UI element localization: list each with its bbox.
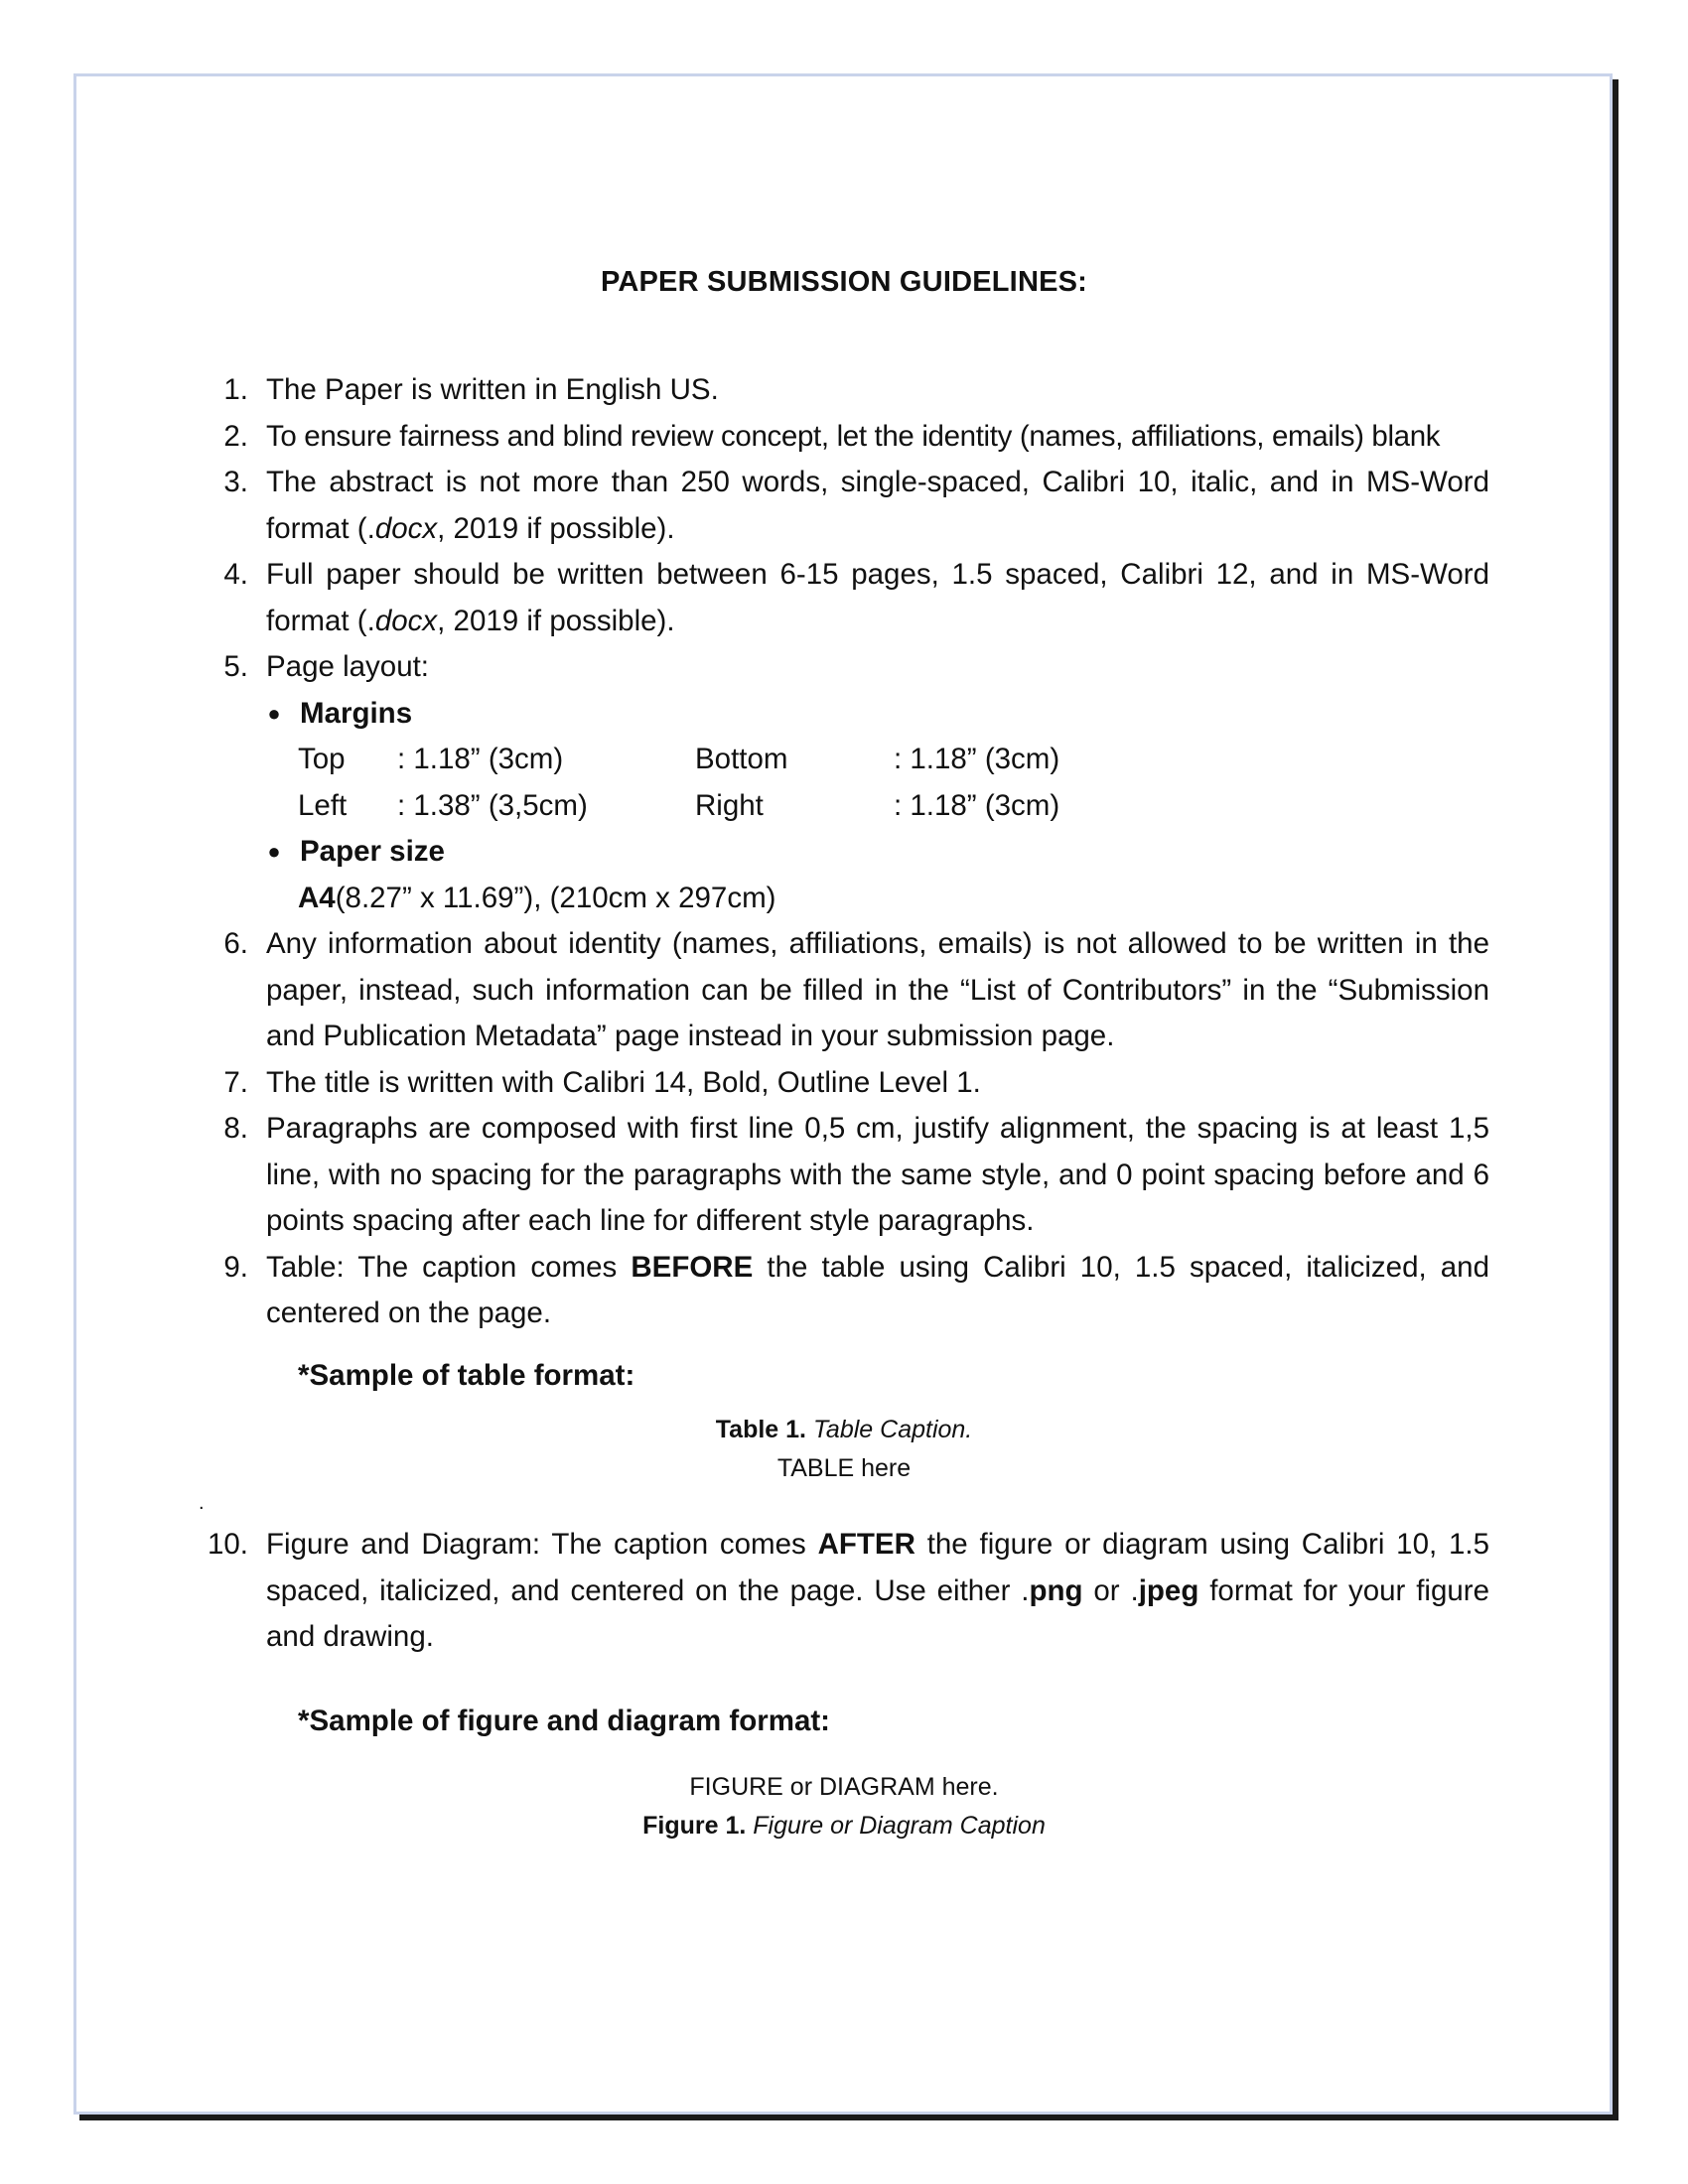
figure-caption-block [0, 1768, 1688, 1845]
bullet-icon: ● [267, 700, 281, 726]
item-text: Paragraphs are composed with first line 0,5 cm, justify alignment, the spacing is at least 1,5 line, with no spacing for the paragraphs with the same style, and 0 point spacing before and 6 points spacing after each line for different style paragraphs. [266, 1112, 1489, 1237]
figure-caption [0, 1807, 1688, 1845]
item-number: 5. [223, 650, 248, 683]
paper-size-label: Paper size [300, 835, 445, 868]
text-run: The abstract is not more than 250 words, single-spaced, Calibri 10, italic, and in MS-Word format (. [266, 466, 1489, 545]
text-run: Full paper should be written between 6-15 pages, 1.5 spaced, Calibri 12, and in MS-Word format (. [266, 558, 1489, 637]
caption-label: Figure 1. [642, 1812, 747, 1840]
list-item-9 [199, 1245, 1489, 1337]
list-item-3 [199, 460, 1489, 552]
a4-dimensions: (8.27” x 11.69”), (210cm x 297cm) [335, 881, 776, 914]
item-text [266, 460, 1489, 552]
right-value: : 1.18” (3cm) [894, 788, 1060, 822]
item-text [266, 1245, 1489, 1337]
bold-run: AFTER [817, 1528, 915, 1561]
bold-run: BEFORE [631, 1250, 754, 1284]
caption-text: Table Caption. [806, 1416, 973, 1443]
top-label: Top [298, 743, 346, 775]
text-run: , 2019 if possible). [437, 511, 675, 545]
a4-label: A4 [298, 881, 336, 914]
text-run: the table using Calibri 10, 1.5 spaced, italicized, and centered on the page. [266, 1250, 1489, 1329]
item-text: To ensure fairness and blind review concept, let the identity (names, affiliations, emails) blank [266, 419, 1441, 453]
bold-run: png [1029, 1573, 1083, 1607]
right-label: Right [695, 788, 764, 822]
text-run: Table: The caption comes [266, 1250, 632, 1284]
item-text: Any information about identity (names, affiliations, emails) is not allowed to be written in the paper, instead, such information can be filled in the “List of Contributors” in the “Submission and Publication Metadata” page instead in your submission page. [266, 927, 1489, 1052]
list-item-5 [199, 644, 1489, 691]
document-title: PAPER SUBMISSION GUIDELINES: [600, 266, 1088, 298]
margins-label: Margins [300, 696, 413, 730]
paper-size-value [298, 876, 1489, 922]
bottom-value: : 1.18” (3cm) [894, 743, 1060, 775]
table-caption-block [0, 1411, 1688, 1488]
bullet-icon: ● [267, 839, 281, 864]
guidelines-list [199, 367, 1489, 1845]
text-run: the figure or diagram using Calibri 10, 1.5 spaced, italicized, and centered on the page. Use either . [266, 1528, 1489, 1607]
text-run: , 2019 if possible). [437, 604, 675, 637]
item-number: 6. [223, 927, 248, 960]
bullet-margins [248, 691, 1489, 738]
item-number: 8. [223, 1112, 248, 1145]
caption-label: Table 1. [715, 1416, 806, 1443]
text-run: or . [1082, 1573, 1139, 1607]
margins-row-top-bottom [298, 737, 1489, 783]
list-item-6 [199, 921, 1489, 1060]
top-value: : 1.18” (3cm) [397, 743, 564, 775]
text-run: Figure and Diagram: The caption comes [266, 1528, 818, 1561]
italic-run: docx [374, 604, 438, 637]
item-text [266, 552, 1489, 644]
bottom-label: Bottom [695, 743, 788, 775]
list-item-10 [199, 1522, 1489, 1661]
item-number: 7. [223, 1065, 248, 1099]
item-number: 10. [207, 1528, 248, 1561]
list-item-8 [199, 1106, 1489, 1245]
left-value: : 1.38” (3,5cm) [397, 788, 588, 822]
item-number: 3. [223, 466, 248, 498]
item-number: 1. [223, 373, 248, 406]
table-caption [0, 1411, 1688, 1449]
italic-run: docx [374, 511, 438, 545]
item-number: 2. [223, 419, 248, 453]
figure-placeholder: FIGURE or DIAGRAM here. [689, 1773, 999, 1801]
item-number: 9. [223, 1250, 248, 1284]
item-text: The Paper is written in English US. [266, 373, 719, 406]
table-placeholder: TABLE here [776, 1454, 912, 1482]
table-sample-heading: *Sample of table format: [298, 1358, 635, 1392]
list-item-2 [199, 414, 1489, 461]
list-item-4 [199, 552, 1489, 644]
list-item-7 [199, 1060, 1489, 1107]
bullet-paper-size [248, 829, 1489, 876]
item-text [266, 1522, 1489, 1661]
item-text: Page layout: [266, 650, 430, 683]
item-number: 4. [223, 558, 248, 591]
text-run: format for your figure and drawing. [266, 1573, 1489, 1653]
caption-text: Figure or Diagram Caption [746, 1812, 1046, 1840]
list-item-1 [199, 367, 1489, 414]
item-text: The title is written with Calibri 14, Bold, Outline Level 1. [266, 1065, 981, 1099]
bold-run: jpeg [1138, 1573, 1199, 1607]
left-label: Left [298, 788, 348, 822]
stray-dot: . [199, 1492, 205, 1514]
figure-sample-heading: *Sample of figure and diagram format: [298, 1704, 830, 1737]
margins-row-left-right [298, 783, 1489, 830]
